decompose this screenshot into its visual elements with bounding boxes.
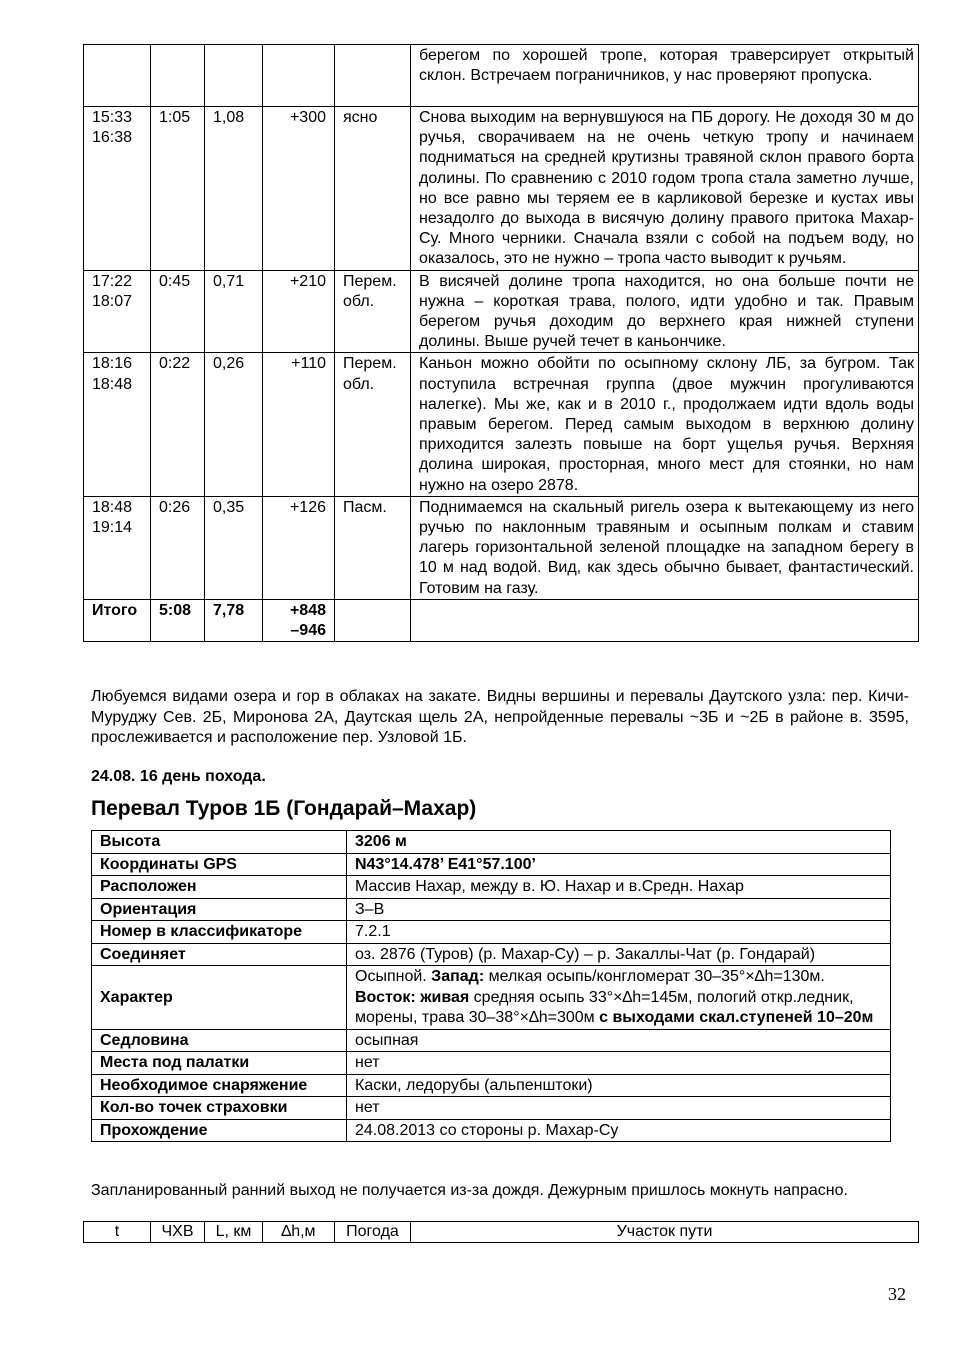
time-cell: 18:16 18:48 bbox=[84, 353, 151, 496]
char-text: средняя осыпь 33°×∆h=145м, пологий откр.ледник, морены, трава 30–38°×∆h=300м bbox=[355, 988, 854, 1026]
info-row-belay bbox=[92, 1097, 891, 1120]
info-key: Координаты GPS bbox=[92, 853, 347, 876]
info-row-saddle bbox=[92, 1029, 891, 1052]
info-value: осыпная bbox=[347, 1029, 891, 1052]
page-number: 32 bbox=[888, 1284, 906, 1304]
info-key: Необходимое снаряжение bbox=[92, 1074, 347, 1097]
distance-cell: 0,35 bbox=[205, 496, 263, 599]
char-text: с выходами скал.ступеней 10–20м bbox=[599, 1009, 874, 1026]
morning-paragraph: Запланированный ранний выход не получается из-за дождя. Дежурным пришлось мокнуть напрасно. bbox=[91, 1182, 848, 1199]
info-row-connects bbox=[92, 943, 891, 966]
info-value: Каски, ледорубы (альпенштоки) bbox=[347, 1074, 891, 1097]
table-row bbox=[84, 496, 919, 599]
elevation-cell: +300 bbox=[263, 107, 335, 271]
table-row bbox=[84, 107, 919, 271]
weather-cell: Пасм. bbox=[335, 496, 411, 599]
info-row-gear bbox=[92, 1074, 891, 1097]
distance-cell: 0,26 bbox=[205, 353, 263, 496]
char-text: Осыпной. bbox=[355, 968, 432, 985]
info-value: N43°14.478’ E41°57.100’ bbox=[347, 853, 891, 876]
info-value: нет bbox=[347, 1097, 891, 1120]
next-route-table-header bbox=[83, 1221, 919, 1243]
total-label: Итого bbox=[84, 599, 151, 641]
info-key: Соединяет bbox=[92, 943, 347, 966]
table-header-row bbox=[84, 1222, 919, 1243]
distance-cell bbox=[205, 45, 263, 107]
day-heading: 24.08. 16 день похода. bbox=[91, 768, 266, 785]
pass-info-table bbox=[91, 830, 891, 1142]
total-elevation: +848 –946 bbox=[263, 599, 335, 641]
route-text-cell: Поднимаемся на скальный ригель озера к вытекающему из него ручью по наклонным травяным и осыпным полкам и ставим лагерь горизонтальной зеленой площадке на западном берегу в 10 м над водой. Вид, как здесь обычно бывает, фантастический. Готовим на газу. bbox=[411, 496, 919, 599]
info-value: нет bbox=[347, 1052, 891, 1075]
col-weather: Погода bbox=[335, 1222, 411, 1243]
distance-cell: 0,71 bbox=[205, 270, 263, 353]
info-value: 24.08.2013 со стороны р. Махар-Су bbox=[347, 1119, 891, 1142]
time-cell: 17:22 18:07 bbox=[84, 270, 151, 353]
route-text-cell: берегом по хорошей тропе, которая траверсирует открытый склон. Встречаем пограничников, у нас проверяют пропуска. bbox=[411, 45, 919, 107]
info-key: Высота bbox=[92, 831, 347, 854]
info-row-gps bbox=[92, 853, 891, 876]
chv-cell: 0:22 bbox=[151, 353, 205, 496]
total-empty bbox=[335, 599, 411, 641]
chv-cell: 0:45 bbox=[151, 270, 205, 353]
info-row-location bbox=[92, 876, 891, 899]
info-row-orientation bbox=[92, 898, 891, 921]
info-value: 7.2.1 bbox=[347, 921, 891, 944]
info-value-character bbox=[347, 966, 891, 1030]
info-row-character bbox=[92, 966, 891, 1030]
total-row bbox=[84, 599, 919, 641]
col-elevation: ∆h,м bbox=[263, 1222, 335, 1243]
total-distance: 7,78 bbox=[205, 599, 263, 641]
weather-cell: ясно bbox=[335, 107, 411, 271]
weather-cell bbox=[335, 45, 411, 107]
elevation-cell: +210 bbox=[263, 270, 335, 353]
table-row bbox=[84, 270, 919, 353]
table-row bbox=[84, 45, 919, 107]
table-row bbox=[84, 353, 919, 496]
elevation-cell: +126 bbox=[263, 496, 335, 599]
info-row-height bbox=[92, 831, 891, 854]
time-cell: 18:48 19:14 bbox=[84, 496, 151, 599]
info-value: оз. 2876 (Туров) (р. Махар-Су) – р. Закаллы-Чат (р. Гондарай) bbox=[347, 943, 891, 966]
info-key: Кол-во точек страховки bbox=[92, 1097, 347, 1120]
evening-paragraph: Любуемся видами озера и гор в облаках на закате. Видны вершины и перевалы Даутского узла: пер. Кичи-Муруджу Сев. 2Б, Миронова 2А, Даутская щель 2А, непройденные перевалы ~3Б и ~2Б в районе в. 3595, прослеживается и расположение пер. Узловой 1Б. bbox=[91, 688, 909, 746]
distance-cell: 1,08 bbox=[205, 107, 263, 271]
time-cell: 15:33 16:38 bbox=[84, 107, 151, 271]
chv-cell: 1:05 bbox=[151, 107, 205, 271]
route-text-cell: Снова выходим на вернувшуюся на ПБ дорогу. Не доходя 30 м до ручья, сворачиваем на не очень четкую тропу и начинаем подниматься на средней крутизны травяной склон правого борта долины. По сравнению с 2010 годом тропа стала заметно лучше, но все равно мы теряем ее в карликовой березке и кустах ивы незадолго до выхода в висячую долину правого притока Махар-Су. Много черники. Сначала взяли с собой на подъем воду, но оказалось, это не нужно – тропа часто выводит к ручьям. bbox=[411, 107, 919, 271]
col-time: t bbox=[84, 1222, 151, 1243]
info-row-classifier bbox=[92, 921, 891, 944]
weather-cell: Перем. обл. bbox=[335, 353, 411, 496]
weather-cell: Перем. обл. bbox=[335, 270, 411, 353]
total-text bbox=[411, 599, 919, 641]
col-distance: L, км bbox=[205, 1222, 263, 1243]
elevation-cell bbox=[263, 45, 335, 107]
info-key: Прохождение bbox=[92, 1119, 347, 1142]
char-text: мелкая осыпь/конгломерат 30–35°×∆h=130м. bbox=[484, 968, 825, 985]
info-value: 3206 м bbox=[347, 831, 891, 854]
info-key: Ориентация bbox=[92, 898, 347, 921]
col-route: Участок пути bbox=[411, 1222, 919, 1243]
route-text-cell: Каньон можно обойти по осыпному склону ЛБ, за бугром. Так поступила встречная группа (двое мужчин прогуливаются налегке). Мы же, как и в 2010 г., продолжаем идти вдоль воды правым берегом. Перед самым выходом в верхнюю долину приходится залезть повыше на борт ущелья ручья. Верхняя долина широкая, просторная, много мест для стоянки, но нам нужно на озеро 2878. bbox=[411, 353, 919, 496]
col-chv: ЧХВ bbox=[151, 1222, 205, 1243]
time-cell bbox=[84, 45, 151, 107]
elevation-cell: +110 bbox=[263, 353, 335, 496]
char-text: Восток: живая bbox=[355, 988, 470, 1006]
info-row-passage bbox=[92, 1119, 891, 1142]
info-value: Массив Нахар, между в. Ю. Нахар и в.Средн. Нахар bbox=[347, 876, 891, 899]
info-row-tents bbox=[92, 1052, 891, 1075]
char-text: Запад: bbox=[431, 968, 485, 985]
info-value: З–В bbox=[347, 898, 891, 921]
route-text-cell: В висячей долине тропа находится, но она больше почти не нужна – короткая трава, полого, идти удобно и так. Правым берегом ручья доходим до верхнего края нижней ступени долины. Выше ручей течет в каньончике. bbox=[411, 270, 919, 353]
info-key: Номер в классификаторе bbox=[92, 921, 347, 944]
info-key: Места под палатки bbox=[92, 1052, 347, 1075]
pass-title: Перевал Туров 1Б (Гондарай–Махар) bbox=[91, 797, 477, 820]
chv-cell: 0:26 bbox=[151, 496, 205, 599]
route-log-table bbox=[83, 44, 919, 642]
info-key: Расположен bbox=[92, 876, 347, 899]
info-key: Характер bbox=[92, 966, 347, 1030]
info-key: Седловина bbox=[92, 1029, 347, 1052]
chv-cell bbox=[151, 45, 205, 107]
total-chv: 5:08 bbox=[151, 599, 205, 641]
